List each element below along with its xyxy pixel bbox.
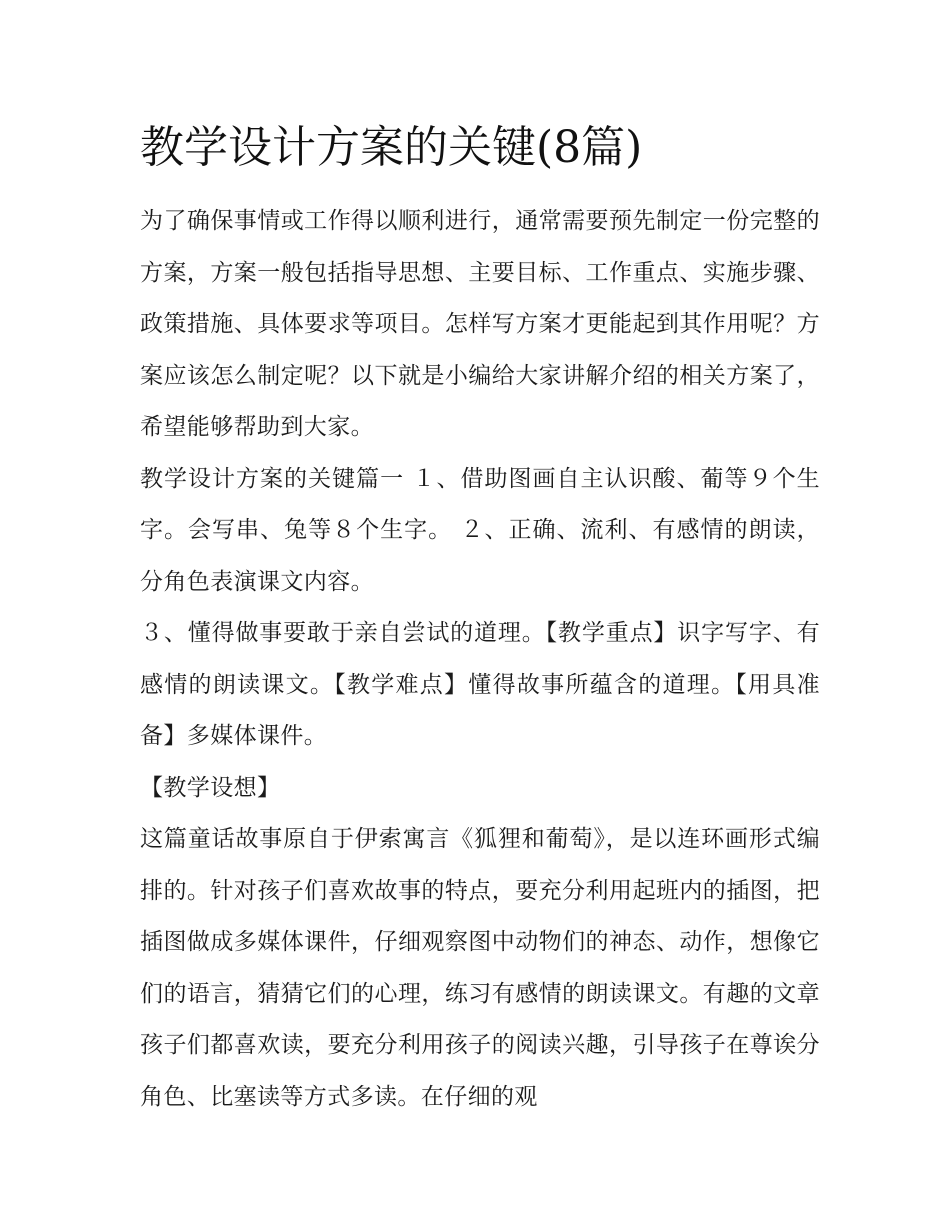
section-one-paragraph: 教学设计方案的关键篇一 １、借助图画自主认识酸、葡等９个生字。会写串、兔等８个生字。 ２、正确、流利、有感情的朗读，分角色表演课文内容。 [140,465,820,595]
teaching-idea-paragraph: 这篇童话故事原自于伊索寓言《狐狸和葡萄》，是以连环画形式编排的。针对孩子们喜欢故事的特点，要充分利用起班内的插图，把插图做成多媒体课件，仔细观察图中动物们的神态、动作，想像它们的语言，猜猜它们的心理，练习有感情的朗读课文。有趣的文章孩子们都喜欢读，要充分利用孩子的阅读兴趣，引导孩子在尊诶分角色、比塞读等方式多读。在仔细的观 [140,826,820,1110]
teaching-idea-heading: 【教学设想】 [140,774,281,801]
intro-paragraph: 为了确保事情或工作得以顺利进行，通常需要预先制定一份完整的方案，方案一般包括指导思想、主要目标、工作重点、实施步骤、政策措施、具体要求等项目。怎样写方案才更能起到其作用呢？方案应该怎么制定呢？以下就是小编给大家讲解介绍的相关方案了，希望能够帮助到大家。 [140,208,820,440]
key-points-paragraph: ３、懂得做事要敢于亲自尝试的道理。【教学重点】识字写字、有感情的朗读课文。【教学难点】懂得故事所蕴含的道理。【用具准备】多媒体课件。 [140,620,820,749]
document-title: 教学设计方案的关键(8篇) [140,122,643,173]
document-body [140,196,820,1123]
